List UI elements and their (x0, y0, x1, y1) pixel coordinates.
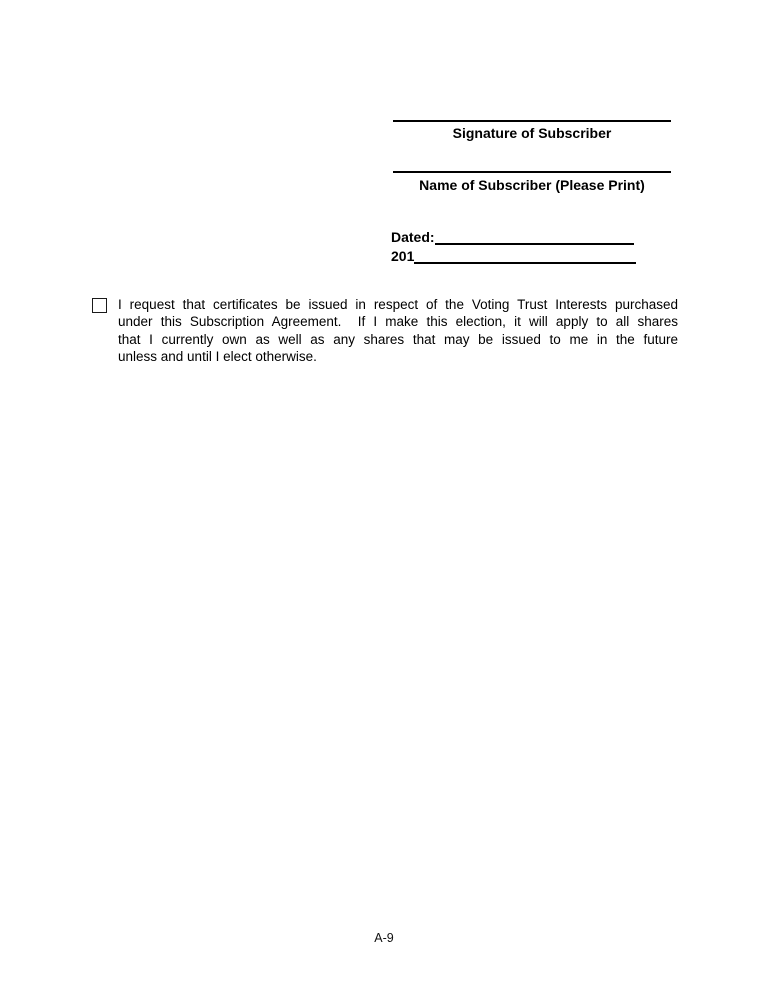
dated-row (391, 229, 634, 245)
election-paragraph-line: under this Subscription Agreement. If I make this election, it will apply to all shares (118, 314, 678, 330)
dated-label: Dated: (391, 229, 435, 245)
dated-fill-line (435, 229, 634, 245)
election-paragraph-line: I request that certificates be issued in respect of the Voting Trust Interests purchased (118, 297, 678, 312)
year-fill-line (414, 248, 636, 264)
certificates-election-checkbox[interactable] (92, 298, 107, 313)
year-prefix-label: 201 (391, 248, 415, 264)
year-row (391, 248, 636, 264)
election-paragraph (118, 296, 678, 365)
signature-line-label: Signature of Subscriber (452, 125, 612, 141)
name-line-label: Name of Subscriber (Please Print) (419, 177, 645, 193)
signature-line (393, 120, 671, 122)
election-paragraph-line: that I currently own as well as any shares that may be issued to me in the future (118, 331, 678, 347)
election-paragraph-line: unless and until I elect otherwise. (118, 348, 317, 364)
page-number: A-9 (374, 931, 394, 945)
name-line (393, 171, 671, 173)
